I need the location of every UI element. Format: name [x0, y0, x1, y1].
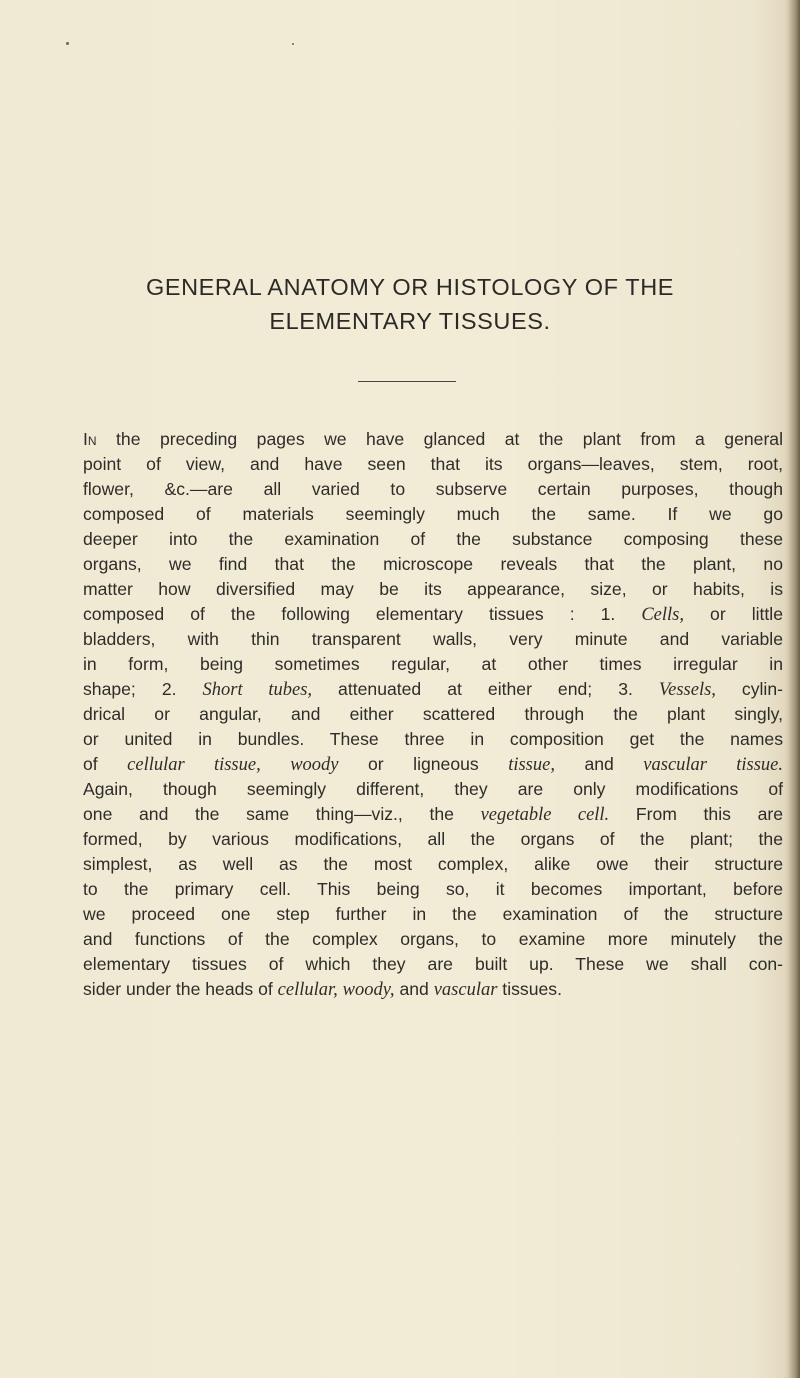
text-line: composed of the following elementary tissues : 1. Cells, or little [83, 604, 783, 625]
italic-term: woody, [342, 980, 395, 1000]
text-line: or united in bundles. These three in composition get the names [83, 729, 783, 749]
text-line: formed, by various modifications, all the organs of the plant; the [83, 829, 783, 849]
italic-term: Vessels, [658, 680, 716, 700]
italic-term: cellular tissue, [127, 755, 261, 775]
italic-term: vascular [433, 980, 498, 1000]
text-line: drical or angular, and either scattered through the plant singly, [83, 704, 783, 724]
ink-speck [292, 43, 294, 45]
italic-term: Short tubes, [202, 680, 313, 700]
italic-term: cellular, [277, 980, 338, 1000]
italic-term: woody [290, 755, 339, 775]
chapter-heading [60, 270, 760, 338]
section-divider [358, 381, 456, 382]
ink-speck [66, 42, 69, 45]
text-line: point of view, and have seen that its organs—leaves, stem, root, [83, 454, 783, 474]
text-line: simplest, as well as the most complex, alike owe their structure [83, 854, 783, 874]
italic-term: vegetable cell. [480, 805, 610, 825]
text-line: in form, being sometimes regular, at other times irregular in [83, 654, 783, 674]
text-line: of cellular tissue, woody or ligneous tissue, and vascular tissue. [83, 754, 784, 775]
body-paragraph [83, 427, 783, 1002]
heading-line-2: ELEMENTARY TISSUES. [269, 308, 551, 334]
text-line: matter how diversified may be its appearance, size, or habits, is [83, 579, 783, 599]
heading-line-1: GENERAL ANATOMY OR HISTOLOGY OF THE [145, 274, 675, 300]
text-line: to the primary cell. This being so, it becomes important, before [83, 879, 783, 899]
text-line: we proceed one step further in the examination of the structure [83, 904, 783, 924]
drop-word: In [83, 429, 97, 449]
text-line: In the preceding pages we have glanced at the plant from a general [83, 429, 783, 449]
text-line: elementary tissues of which they are built up. These we shall con- [83, 954, 783, 974]
text-line: deeper into the examination of the substance composing these [83, 529, 783, 549]
text-line: flower, &c.—are all varied to subserve certain purposes, though [83, 479, 783, 499]
text-line: Again, though seemingly different, they are only modifications of [83, 779, 783, 799]
text-line: and functions of the complex organs, to examine more minutely the [83, 929, 783, 949]
italic-term: tissue, [508, 755, 555, 775]
text-line: composed of materials seemingly much the same. If we go [83, 504, 783, 524]
text-line: bladders, with thin transparent walls, very minute and variable [83, 629, 783, 649]
page-edge-shadow [788, 0, 800, 1378]
italic-term: vascular tissue. [643, 755, 784, 775]
text-line: shape; 2. Short tubes, attenuated at either end; 3. Vessels, cylin- [83, 679, 783, 700]
text-line: sider under the heads of cellular, woody, and vascular tissues. [83, 979, 562, 1000]
italic-term: Cells, [641, 605, 684, 625]
text-line: organs, we find that the microscope reveals that the plant, no [83, 554, 783, 574]
text-line: one and the same thing—viz., the vegetable cell. From this are [83, 804, 783, 825]
